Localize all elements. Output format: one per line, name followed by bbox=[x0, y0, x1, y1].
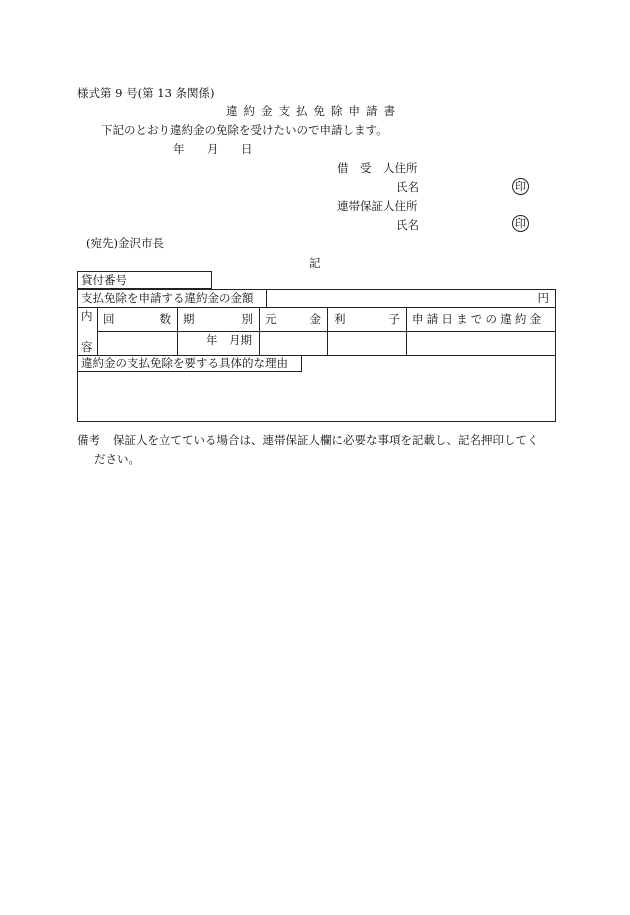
date-day-label: 日 bbox=[241, 142, 253, 156]
col-principal-header: 元 金 bbox=[265, 312, 321, 326]
reason-input-area[interactable] bbox=[78, 373, 555, 421]
guarantor-name-label: 氏名 bbox=[396, 218, 419, 232]
col-penalty-header: 申請日までの違約金 bbox=[412, 312, 545, 326]
amount-value-field[interactable] bbox=[266, 291, 549, 305]
remarks-line-1: 保証人を立てている場合は、連帯保証人欄に必要な事項を記載し、記名押印してく bbox=[113, 433, 539, 447]
borrower-seal-icon: 印 bbox=[512, 178, 529, 195]
intro-text: 下記のとおり違約金の免除を受けたいので申請します。 bbox=[101, 123, 388, 137]
borrower-name-label: 氏名 bbox=[396, 180, 419, 194]
penalty-input-cell[interactable] bbox=[407, 332, 555, 354]
loan-number-label: 貸付番号 bbox=[81, 273, 127, 287]
borrower-address-label: 借 受 人住所 bbox=[337, 161, 418, 175]
remarks-label: 備考 bbox=[77, 433, 100, 447]
period-unit-label: 年 月期 bbox=[206, 333, 252, 347]
col-interest-header: 利 子 bbox=[334, 312, 400, 326]
amount-label: 支払免除を申請する違約金の金額 bbox=[81, 291, 254, 305]
reason-label: 違約金の支払免除を要する具体的な理由 bbox=[81, 356, 288, 370]
naiyou-bottom-char: 容 bbox=[81, 340, 93, 354]
guarantor-seal-icon: 印 bbox=[512, 215, 529, 232]
date-month-label: 月 bbox=[207, 142, 219, 156]
yen-unit: 円 bbox=[537, 291, 549, 305]
interest-input-cell[interactable] bbox=[328, 332, 406, 354]
ki-heading: 記 bbox=[309, 256, 321, 270]
form-number: 様式第 9 号(第 13 条関係) bbox=[77, 86, 215, 100]
remarks-line-2: ださい。 bbox=[94, 452, 140, 466]
period-input-cell[interactable] bbox=[178, 332, 259, 354]
date-year-label: 年 bbox=[173, 142, 185, 156]
guarantor-address-label: 連帯保証人住所 bbox=[337, 199, 418, 213]
addressee: (宛先)金沢市長 bbox=[86, 236, 164, 250]
document-title: 違約金支払免除申請書 bbox=[226, 104, 401, 118]
times-input-cell[interactable] bbox=[98, 332, 177, 354]
principal-input-cell[interactable] bbox=[260, 332, 327, 354]
col-times-header: 回 数 bbox=[103, 312, 171, 326]
col-period-header: 期 別 bbox=[183, 312, 253, 326]
naiyou-top-char: 内 bbox=[81, 309, 93, 323]
